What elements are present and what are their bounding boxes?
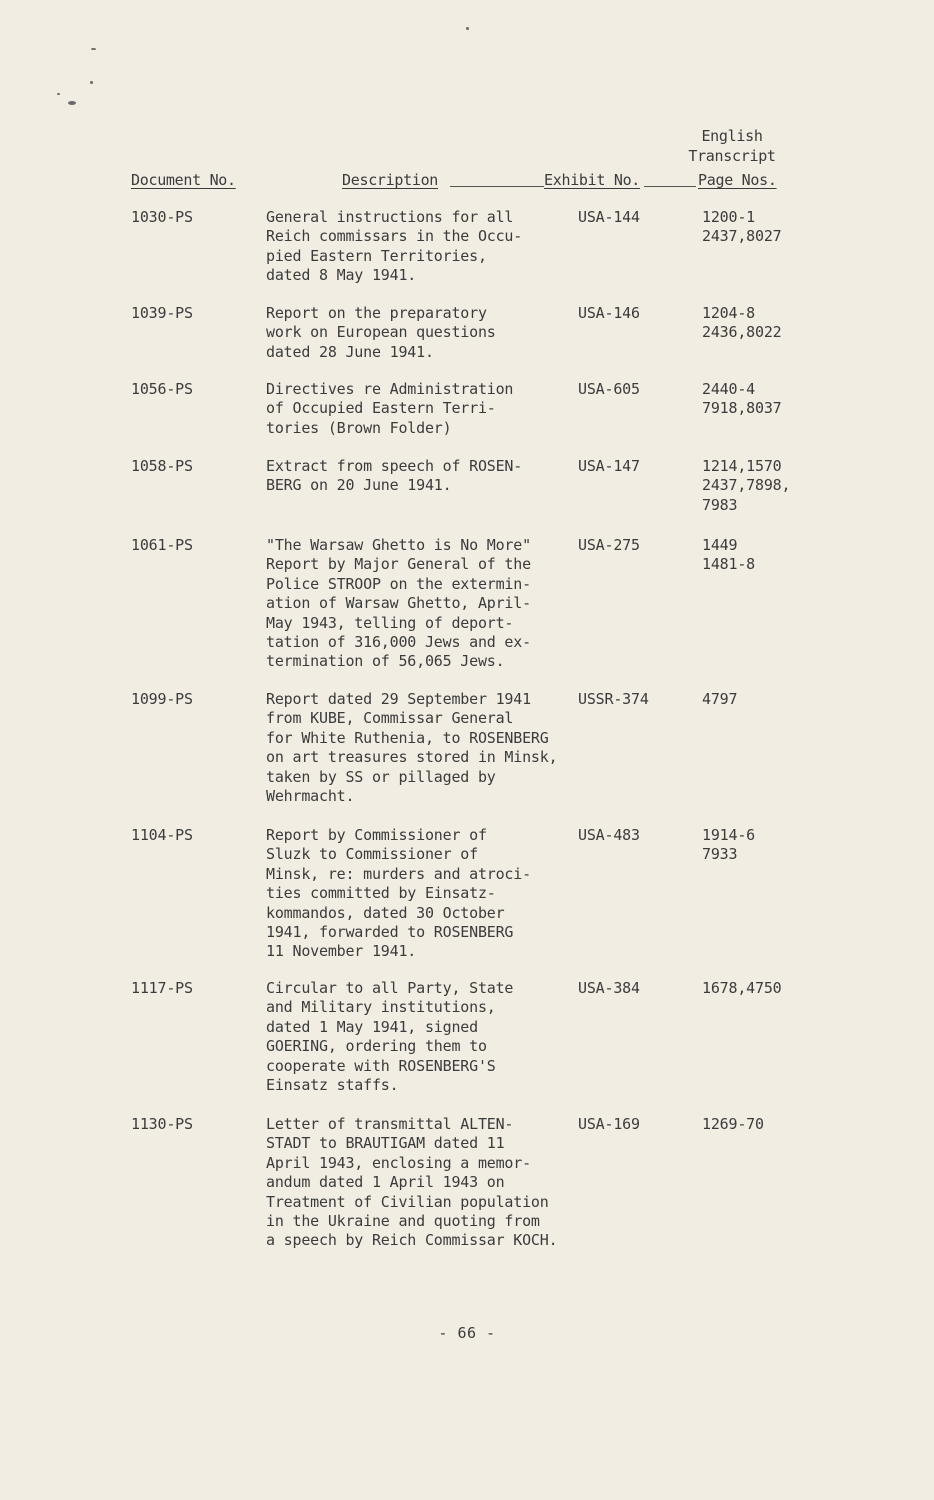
description: Circular to all Party, State and Military institutions, dated 1 May 1941, signed GOERING, ordering them to cooperate with ROSENBERG'S Einsatz staffs. [266,979,514,1095]
column-header-exhibit-no: Exhibit No. [544,171,641,189]
document-number: 1130-PS [131,1115,193,1133]
document-number: 1061-PS [131,536,193,554]
scan-speck [90,81,93,84]
transcript-pages: 2440-4 7918,8037 [702,380,782,418]
header-line: English [701,127,763,145]
column-header-page-nos: Page Nos. [698,171,777,189]
exhibit-number: USA-146 [578,304,640,322]
transcript-pages: 4797 [702,690,738,708]
exhibit-number: USA-144 [578,208,640,226]
exhibit-number: USA-147 [578,457,640,475]
header-rule [644,186,696,187]
description: Report on the preparatory work on European questions dated 28 June 1941. [266,304,496,361]
exhibit-number: USA-384 [578,979,640,997]
transcript-pages: 1200-1 2437,8027 [702,208,782,246]
description: Report dated 29 September 1941 from KUBE, Commissar General for White Ruthenia, to ROSENBERG on art treasures stored in Minsk, taken by SS or pillaged by Wehrmacht. [266,690,558,806]
scan-speck [57,93,60,95]
description: Letter of transmittal ALTEN- STADT to BRAUTIGAM dated 11 April 1943, enclosing a memor- andum dated 1 April 1943 on Treatment of Civilian population in the Ukraine and quoting from a speech by Reich Commissar KOCH. [266,1115,558,1250]
document-number: 1030-PS [131,208,193,226]
document-number: 1104-PS [131,826,193,844]
header-rule [450,186,544,187]
transcript-pages: 1269-70 [702,1115,764,1133]
header-line: Transcript [688,147,776,165]
transcript-pages: 1204-8 2436,8022 [702,304,782,342]
document-number: 1056-PS [131,380,193,398]
transcript-pages: 1214,1570 2437,7898, 7983 [702,457,791,514]
document-number: 1099-PS [131,690,193,708]
description: General instructions for all Reich commissars in the Occu- pied Eastern Territories, dated 8 May 1941. [266,208,523,285]
english-transcript-header [672,126,792,166]
description: Report by Commissioner of Sluzk to Commissioner of Minsk, re: murders and atroci- ties committed by Einsatz- kommandos, dated 30 October 1941, forwarded to ROSENBERG 11 November 1941. [266,826,531,961]
document-number: 1039-PS [131,304,193,322]
transcript-pages: 1678,4750 [702,979,782,997]
exhibit-number: USA-169 [578,1115,640,1133]
scan-speck [91,48,96,50]
exhibit-number: USSR-374 [578,690,649,708]
exhibit-number: USA-605 [578,380,640,398]
exhibit-number: USA-275 [578,536,640,554]
description: Directives re Administration of Occupied Eastern Terri- tories (Brown Folder) [266,380,514,437]
description: "The Warsaw Ghetto is No More" Report by Major General of the Police STROOP on the extermin- ation of Warsaw Ghetto, April- May 1943, telling of deport- tation of 316,000 Jews and ex- termination of 56,065 Jews. [266,536,531,671]
transcript-pages: 1449 1481-8 [702,536,755,574]
transcript-pages: 1914-6 7933 [702,826,755,864]
document-number: 1117-PS [131,979,193,997]
exhibit-number: USA-483 [578,826,640,844]
column-header-description: Description [342,171,439,189]
scan-speck [466,27,469,30]
column-header-document-no: Document No. [131,171,236,189]
scan-speck [68,101,76,105]
document-number: 1058-PS [131,457,193,475]
description: Extract from speech of ROSEN- BERG on 20 June 1941. [266,457,523,495]
page-number: - 66 - [438,1324,496,1342]
